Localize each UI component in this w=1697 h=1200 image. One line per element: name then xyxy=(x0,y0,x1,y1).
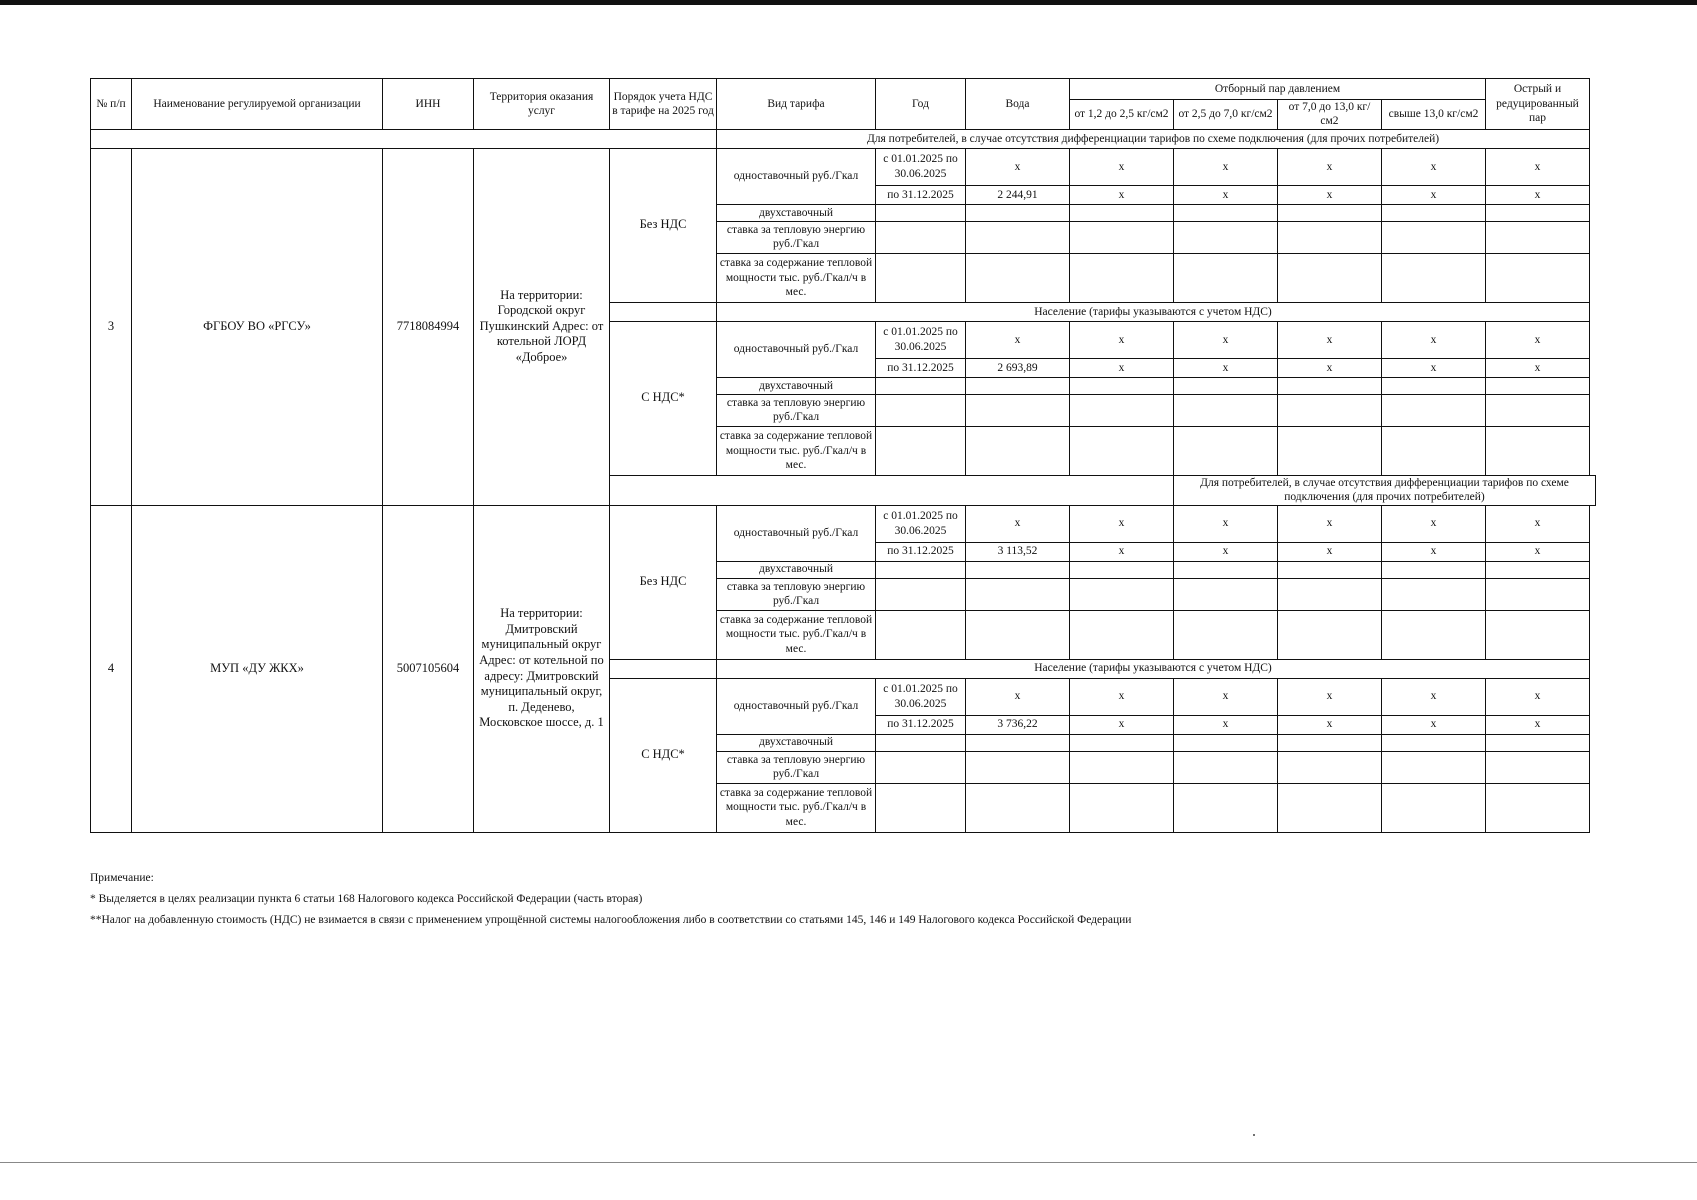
x-mark-cell: x xyxy=(1174,715,1278,734)
empty-cell xyxy=(1382,204,1486,221)
water-tariff-with-vat: 3 736,22 xyxy=(966,715,1070,734)
empty-cell xyxy=(966,610,1070,659)
table-row xyxy=(91,505,1596,542)
x-mark-cell: x xyxy=(966,321,1070,358)
notes xyxy=(90,868,1131,931)
x-mark-cell: x xyxy=(1486,358,1590,377)
empty-cell xyxy=(1174,377,1278,394)
x-mark-cell: x xyxy=(1486,185,1590,204)
section-header-population: Население (тарифы указываются с учетом НДС) xyxy=(717,302,1590,321)
tariff-one-part: одноставочный руб./Гкал xyxy=(717,678,876,734)
x-mark-cell: x xyxy=(1174,358,1278,377)
empty-cell xyxy=(1070,783,1174,832)
empty-cell xyxy=(1070,394,1174,426)
empty-cell xyxy=(876,221,966,253)
empty-cell xyxy=(966,426,1070,475)
org-name: ФГБОУ ВО «РГСУ» xyxy=(132,148,383,505)
x-mark-cell: x xyxy=(1382,148,1486,185)
empty-cell xyxy=(1174,610,1278,659)
tariff-capacity-rate: ставка за содержание тепловой мощности тыс. руб./Гкал/ч в мес. xyxy=(717,610,876,659)
empty-cell xyxy=(876,204,966,221)
x-mark-cell: x xyxy=(1382,321,1486,358)
note-2: **Налог на добавленную стоимость (НДС) не взимается в связи с применением упрощённой системы налогообложения либо в соответствии со статьями 145, 146 и 149 Налогового кодекса Российской Федерации xyxy=(90,914,1132,926)
period-second-half: по 31.12.2025 xyxy=(876,542,966,561)
x-mark-cell: x xyxy=(1070,148,1174,185)
tariff-two-part: двухставочный xyxy=(717,377,876,394)
x-mark-cell: x xyxy=(1382,715,1486,734)
empty-cell xyxy=(1278,253,1382,302)
x-mark-cell: x xyxy=(1174,321,1278,358)
table-row xyxy=(91,148,1596,185)
empty-cell xyxy=(1382,734,1486,751)
header-territory: Территория оказания услуг xyxy=(474,79,610,130)
x-mark-cell: x xyxy=(966,148,1070,185)
period-first-half: с 01.01.2025 по 30.06.2025 xyxy=(876,148,966,185)
org-num: 3 xyxy=(91,148,132,505)
water-tariff-no-vat: 2 244,91 xyxy=(966,185,1070,204)
empty-cell xyxy=(1174,394,1278,426)
x-mark-cell: x xyxy=(1382,185,1486,204)
org-territory: На территории: Городской округ Пушкинский Адрес: от котельной ЛОРД «Доброе» xyxy=(474,148,610,505)
empty-cell xyxy=(1486,394,1590,426)
section-header-other: Для потребителей, в случае отсутствия дифференциации тарифов по схеме подключения (для прочих потребителей) xyxy=(717,129,1590,148)
empty-cell xyxy=(1070,610,1174,659)
empty-cell xyxy=(1382,783,1486,832)
tariff-one-part: одноставочный руб./Гкал xyxy=(717,148,876,204)
section-spacer xyxy=(91,129,717,148)
section-header-population: Население (тарифы указываются с учетом НДС) xyxy=(717,659,1590,678)
header-vat-order: Порядок учета НДС в тарифе на 2025 год xyxy=(610,79,717,130)
header-inn: ИНН xyxy=(383,79,474,130)
empty-cell xyxy=(966,751,1070,783)
empty-cell xyxy=(1382,426,1486,475)
empty-cell xyxy=(1486,783,1590,832)
empty-cell xyxy=(1486,204,1590,221)
empty-cell xyxy=(1382,394,1486,426)
note-1: * Выделяется в целях реализации пункта 6 статьи 168 Налогового кодекса Российской Федерации (часть вторая) xyxy=(90,893,643,905)
empty-cell xyxy=(1486,561,1590,578)
empty-cell xyxy=(1174,204,1278,221)
x-mark-cell: x xyxy=(1382,358,1486,377)
water-tariff-with-vat: 2 693,89 xyxy=(966,358,1070,377)
x-mark-cell: x xyxy=(1486,678,1590,715)
empty-cell xyxy=(876,751,966,783)
empty-cell xyxy=(1278,204,1382,221)
x-mark-cell: x xyxy=(1070,505,1174,542)
empty-cell xyxy=(966,221,1070,253)
tariff-energy-rate: ставка за тепловую энергию руб./Гкал xyxy=(717,751,876,783)
empty-cell xyxy=(1382,377,1486,394)
empty-cell xyxy=(1486,377,1590,394)
org-num: 4 xyxy=(91,505,132,832)
x-mark-cell: x xyxy=(1070,321,1174,358)
empty-cell xyxy=(1174,221,1278,253)
x-mark-cell: x xyxy=(1070,185,1174,204)
header-water: Вода xyxy=(966,79,1070,130)
empty-cell xyxy=(1278,751,1382,783)
empty-cell xyxy=(966,394,1070,426)
empty-cell xyxy=(1486,610,1590,659)
empty-cell xyxy=(1070,221,1174,253)
empty-cell xyxy=(1278,394,1382,426)
header-tariff-type: Вид тарифа xyxy=(717,79,876,130)
empty-cell xyxy=(1486,253,1590,302)
empty-cell xyxy=(1486,578,1590,610)
empty-cell xyxy=(966,561,1070,578)
tariff-two-part: двухставочный xyxy=(717,734,876,751)
empty-cell xyxy=(1382,561,1486,578)
empty-cell xyxy=(876,377,966,394)
empty-cell xyxy=(1174,783,1278,832)
tariff-capacity-rate: ставка за содержание тепловой мощности тыс. руб./Гкал/ч в мес. xyxy=(717,426,876,475)
empty-cell xyxy=(966,253,1070,302)
section-spacer xyxy=(610,659,717,678)
empty-cell xyxy=(1382,221,1486,253)
x-mark-cell: x xyxy=(1486,542,1590,561)
empty-cell xyxy=(1382,610,1486,659)
water-tariff-no-vat: 3 113,52 xyxy=(966,542,1070,561)
x-mark-cell: x xyxy=(1174,148,1278,185)
empty-cell xyxy=(966,783,1070,832)
scan-speck xyxy=(1253,1134,1255,1136)
x-mark-cell: x xyxy=(1278,148,1382,185)
x-mark-cell: x xyxy=(1486,148,1590,185)
empty-cell xyxy=(1278,561,1382,578)
empty-cell xyxy=(1278,610,1382,659)
tariff-table xyxy=(90,78,1596,833)
empty-cell xyxy=(1486,751,1590,783)
x-mark-cell: x xyxy=(1174,185,1278,204)
tariff-two-part: двухставочный xyxy=(717,561,876,578)
empty-cell xyxy=(1278,426,1382,475)
x-mark-cell: x xyxy=(966,678,1070,715)
org-inn: 5007105604 xyxy=(383,505,474,832)
vat-order-no-vat: Без НДС xyxy=(610,505,717,659)
empty-cell xyxy=(966,578,1070,610)
x-mark-cell: x xyxy=(1486,321,1590,358)
empty-cell xyxy=(1174,253,1278,302)
empty-cell xyxy=(876,578,966,610)
header-year: Год xyxy=(876,79,966,130)
scan-bottom-edge xyxy=(0,1162,1697,1163)
notes-title: Примечание: xyxy=(90,872,154,884)
tariff-one-part: одноставочный руб./Гкал xyxy=(717,505,876,561)
x-mark-cell: x xyxy=(1070,542,1174,561)
empty-cell xyxy=(1070,426,1174,475)
period-first-half: с 01.01.2025 по 30.06.2025 xyxy=(876,321,966,358)
empty-cell xyxy=(876,426,966,475)
x-mark-cell: x xyxy=(1278,358,1382,377)
empty-cell xyxy=(876,783,966,832)
empty-cell xyxy=(1278,221,1382,253)
x-mark-cell: x xyxy=(1278,542,1382,561)
period-first-half: с 01.01.2025 по 30.06.2025 xyxy=(876,505,966,542)
header-steam-col: свыше 13,0 кг/см2 xyxy=(1382,100,1486,130)
empty-cell xyxy=(876,394,966,426)
tariff-table-body xyxy=(91,129,1596,832)
tariff-energy-rate: ставка за тепловую энергию руб./Гкал xyxy=(717,578,876,610)
x-mark-cell: x xyxy=(1382,678,1486,715)
empty-cell xyxy=(1278,734,1382,751)
section-header-other: Для потребителей, в случае отсутствия дифференциации тарифов по схеме подключения (для прочих потребителей) xyxy=(1174,475,1596,505)
vat-order-with-vat: С НДС* xyxy=(610,321,717,475)
x-mark-cell: x xyxy=(966,505,1070,542)
vat-order-no-vat: Без НДС xyxy=(610,148,717,302)
empty-cell xyxy=(1174,561,1278,578)
x-mark-cell: x xyxy=(1278,321,1382,358)
period-second-half: по 31.12.2025 xyxy=(876,185,966,204)
empty-cell xyxy=(1070,751,1174,783)
x-mark-cell: x xyxy=(1486,715,1590,734)
x-mark-cell: x xyxy=(1070,715,1174,734)
empty-cell xyxy=(1278,377,1382,394)
org-inn: 7718084994 xyxy=(383,148,474,505)
empty-cell xyxy=(1486,426,1590,475)
x-mark-cell: x xyxy=(1486,505,1590,542)
x-mark-cell: x xyxy=(1174,678,1278,715)
x-mark-cell: x xyxy=(1174,505,1278,542)
empty-cell xyxy=(1070,734,1174,751)
empty-cell xyxy=(966,204,1070,221)
period-first-half: с 01.01.2025 по 30.06.2025 xyxy=(876,678,966,715)
empty-cell xyxy=(876,610,966,659)
header-steam-col: от 7,0 до 13,0 кг/см2 xyxy=(1278,100,1382,130)
empty-cell xyxy=(1070,204,1174,221)
tariff-capacity-rate: ставка за содержание тепловой мощности тыс. руб./Гкал/ч в мес. xyxy=(717,783,876,832)
header-steam-col: от 2,5 до 7,0 кг/см2 xyxy=(1174,100,1278,130)
x-mark-cell: x xyxy=(1278,185,1382,204)
x-mark-cell: x xyxy=(1070,678,1174,715)
x-mark-cell: x xyxy=(1382,542,1486,561)
x-mark-cell: x xyxy=(1278,678,1382,715)
x-mark-cell: x xyxy=(1070,358,1174,377)
x-mark-cell: x xyxy=(1382,505,1486,542)
header-org-name: Наименование регулируемой организации xyxy=(132,79,383,130)
period-second-half: по 31.12.2025 xyxy=(876,358,966,377)
empty-cell xyxy=(1174,578,1278,610)
period-second-half: по 31.12.2025 xyxy=(876,715,966,734)
empty-cell xyxy=(876,253,966,302)
header-steam-group: Отборный пар давлением xyxy=(1070,79,1486,100)
empty-cell xyxy=(1174,734,1278,751)
scan-top-edge xyxy=(0,0,1697,5)
x-mark-cell: x xyxy=(1174,542,1278,561)
empty-cell xyxy=(1070,578,1174,610)
empty-cell xyxy=(1174,751,1278,783)
empty-cell xyxy=(876,734,966,751)
tariff-two-part: двухставочный xyxy=(717,204,876,221)
empty-cell xyxy=(876,561,966,578)
vat-order-with-vat: С НДС* xyxy=(610,678,717,832)
empty-cell xyxy=(1278,578,1382,610)
empty-cell xyxy=(1382,751,1486,783)
org-name: МУП «ДУ ЖКХ» xyxy=(132,505,383,832)
x-mark-cell: x xyxy=(1278,505,1382,542)
empty-cell xyxy=(966,734,1070,751)
empty-cell xyxy=(1382,253,1486,302)
empty-cell xyxy=(1070,377,1174,394)
header-num: № п/п xyxy=(91,79,132,130)
table-row xyxy=(91,129,1596,148)
empty-cell xyxy=(966,377,1070,394)
x-mark-cell: x xyxy=(1278,715,1382,734)
section-spacer xyxy=(610,475,1174,505)
org-territory: На территории: Дмитровский муниципальный округ Адрес: от котельной по адресу: Дмитровский муниципальный округ, п. Деденево, Московское шоссе, д. 1 xyxy=(474,505,610,832)
empty-cell xyxy=(1382,578,1486,610)
tariff-energy-rate: ставка за тепловую энергию руб./Гкал xyxy=(717,394,876,426)
empty-cell xyxy=(1174,426,1278,475)
empty-cell xyxy=(1070,561,1174,578)
empty-cell xyxy=(1486,221,1590,253)
tariff-energy-rate: ставка за тепловую энергию руб./Гкал xyxy=(717,221,876,253)
tariff-capacity-rate: ставка за содержание тепловой мощности тыс. руб./Гкал/ч в мес. xyxy=(717,253,876,302)
header-steam-col: от 1,2 до 2,5 кг/см2 xyxy=(1070,100,1174,130)
empty-cell xyxy=(1278,783,1382,832)
empty-cell xyxy=(1070,253,1174,302)
header-sharp-steam: Острый и редуцированный пар xyxy=(1486,79,1590,130)
section-spacer xyxy=(610,302,717,321)
tariff-one-part: одноставочный руб./Гкал xyxy=(717,321,876,377)
empty-cell xyxy=(1486,734,1590,751)
